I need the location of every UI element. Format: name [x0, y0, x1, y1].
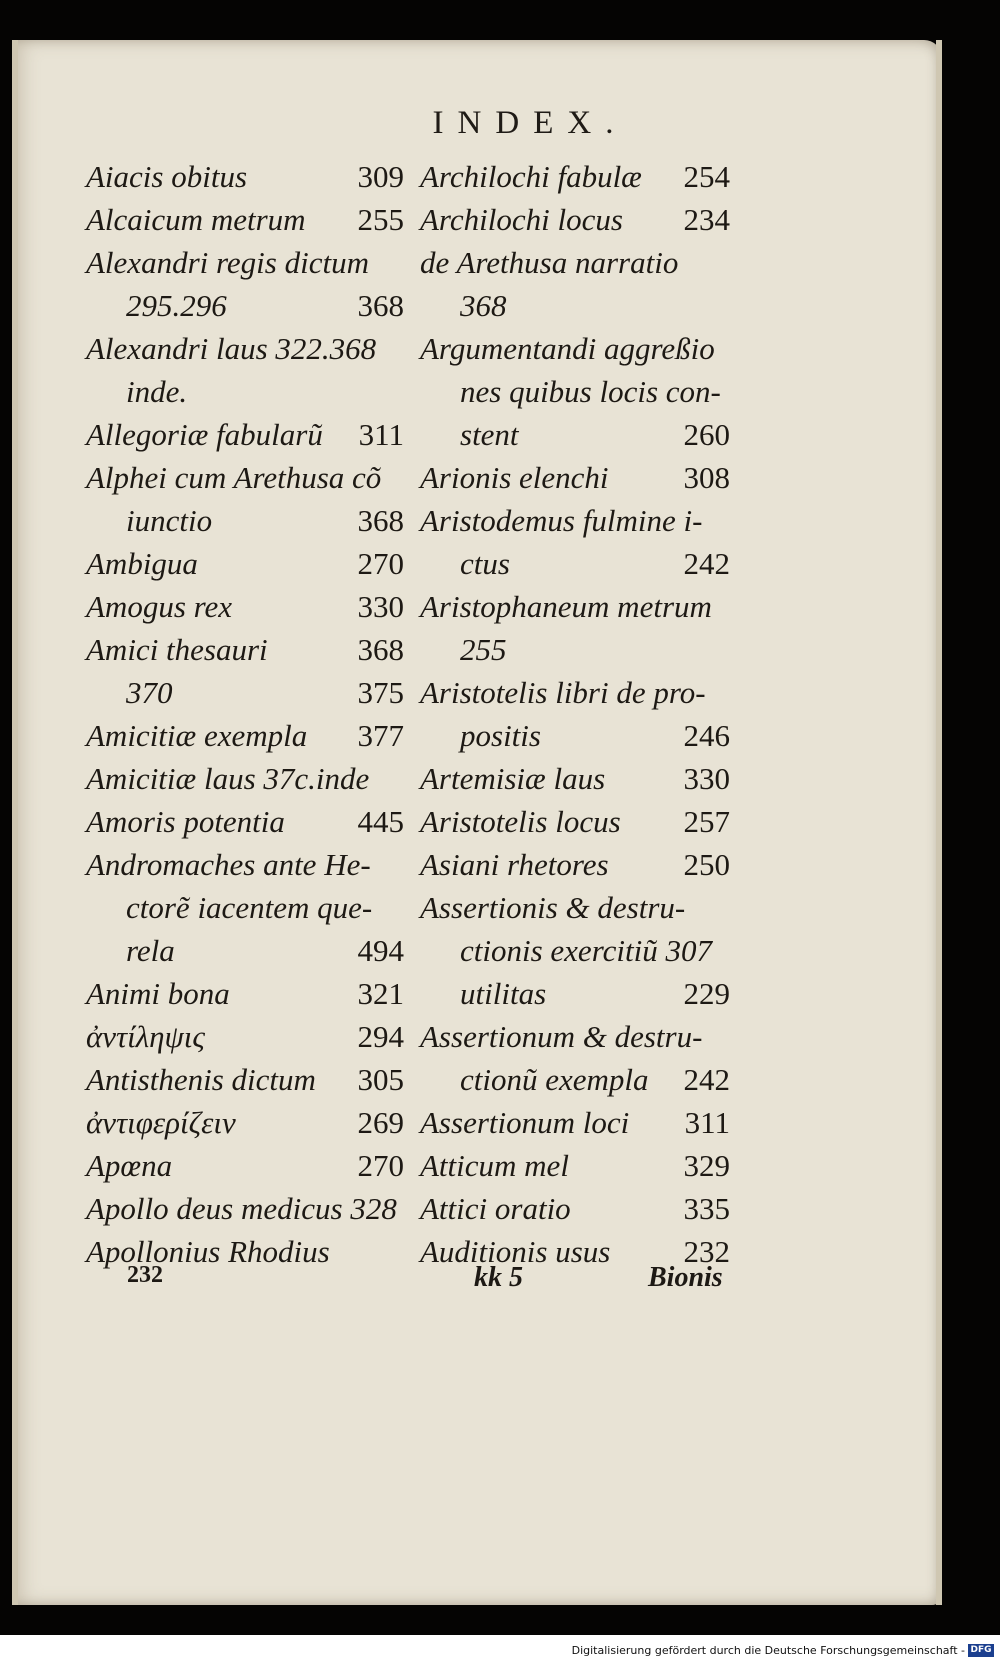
index-entry [86, 413, 404, 456]
digitization-credit: Digitalisierung gefördert durch die Deutsche Forschungsgemeinschaft - [571, 1644, 965, 1657]
index-entry-text: Alexandri regis dictum [86, 245, 369, 280]
index-entry-text: rela [126, 933, 175, 968]
dfg-logo: DFG [968, 1644, 994, 1657]
index-entry-text: ctionũ exempla [460, 1062, 649, 1097]
index-entry-page: 368 [357, 288, 404, 323]
index-entry-page: 375 [357, 675, 404, 710]
index-entry [86, 542, 404, 585]
index-entry-text: Auditionis usus [420, 1234, 611, 1269]
index-entry-page: 335 [683, 1191, 730, 1226]
index-entry [420, 284, 730, 327]
index-entry-text: Amogus rex [86, 589, 233, 624]
index-entry-page: 368 [357, 503, 404, 538]
index-entry-page: 257 [683, 804, 730, 839]
index-entry [420, 1187, 730, 1230]
index-entry-text: Assertionis & destru- [420, 890, 686, 925]
catchword: Bionis [648, 1262, 723, 1293]
index-entry-text: positis [460, 718, 541, 753]
index-entry-page: 311 [684, 1105, 730, 1140]
index-entry-text: ἀντιφερίζειν [86, 1105, 236, 1140]
index-entry-text: Amici thesauri [86, 632, 268, 667]
index-entry-text: Alexandri laus 322.368 [86, 331, 377, 366]
index-entry-page: 330 [683, 761, 730, 796]
index-entry-text: de Arethusa narratio [420, 245, 679, 280]
index-entry-text: ἀντίληψις [86, 1019, 205, 1054]
index-entry [86, 800, 404, 843]
index-entry-page: 255 [357, 202, 404, 237]
index-entry [86, 843, 404, 886]
index-entry [86, 1015, 404, 1058]
running-head: INDEX. [432, 105, 628, 141]
index-entry [420, 327, 730, 370]
index-entry-text: Apollo deus medicus 328 [86, 1191, 397, 1226]
index-entry [86, 155, 404, 198]
index-entry-page: 377 [357, 718, 404, 753]
index-entry [420, 413, 730, 456]
index-entry-page: 368 [357, 632, 404, 667]
index-entry [420, 1144, 730, 1187]
signature-mark: kk 5 [474, 1262, 523, 1293]
index-entry-page: 250 [683, 847, 730, 882]
index-entry [86, 456, 404, 499]
index-entry-text: Amoris potentia [86, 804, 285, 839]
index-entry-text: Aristodemus fulmine i- [420, 503, 703, 538]
index-entry-text: Andromaches ante He- [86, 847, 371, 882]
index-entry-text: iunctio [126, 503, 213, 538]
index-entry-text: Archilochi fabulæ [420, 159, 642, 194]
index-entry-page: 260 [683, 417, 730, 452]
footer-bar [0, 1635, 1000, 1661]
index-entry-page: 254 [683, 159, 730, 194]
index-entry [420, 542, 730, 585]
index-entry-text: Alcaicum metrum [86, 202, 306, 237]
index-entry [86, 886, 404, 929]
index-entry [420, 499, 730, 542]
index-entry [420, 370, 730, 413]
index-entry [420, 155, 730, 198]
index-entry [86, 628, 404, 671]
index-entry [86, 327, 404, 370]
index-entry-text: Aristotelis locus [420, 804, 621, 839]
index-column-left [86, 155, 404, 1273]
index-entry-page: 445 [357, 804, 404, 839]
index-entry-text: Antisthenis dictum [86, 1062, 316, 1097]
index-entry-text: ctus [460, 546, 510, 581]
index-entry-text: inde. [126, 374, 188, 409]
index-entry-text: 368 [460, 288, 507, 323]
index-entry-page: 232 [683, 1234, 730, 1269]
index-entry-page: 330 [357, 589, 404, 624]
index-entry [86, 1187, 404, 1230]
index-entry [86, 585, 404, 628]
index-entry-page: 321 [357, 976, 404, 1011]
catchline-page-number: 232 [127, 1262, 163, 1288]
index-entry [420, 241, 730, 284]
page-edge-right [936, 40, 942, 1605]
index-entry-text: Argumentandi aggreßio [420, 331, 715, 366]
index-entry-text: 295.296 [126, 288, 227, 323]
index-entry-text: Arionis elenchi [420, 460, 609, 495]
index-entry-page: 329 [683, 1148, 730, 1183]
index-entry-text: Apollonius Rhodius [86, 1234, 330, 1269]
index-entry [86, 198, 404, 241]
index-entry-page: 269 [357, 1105, 404, 1140]
index-entry-page: 246 [683, 718, 730, 753]
index-entry-text: Attici oratio [420, 1191, 571, 1226]
index-entry [420, 585, 730, 628]
index-entry-page: 311 [358, 417, 404, 452]
index-entry-page: 229 [683, 976, 730, 1011]
index-entry-page: 242 [683, 1062, 730, 1097]
index-entry-page: 270 [357, 1148, 404, 1183]
index-column-right [420, 155, 730, 1273]
index-entry [86, 241, 404, 284]
index-entry-text: Allegoriæ fabularũ [86, 417, 323, 452]
index-entry-page: 242 [683, 546, 730, 581]
index-entry [86, 284, 404, 327]
index-entry-text: nes quibus locis con- [460, 374, 721, 409]
index-entry-text: 370 [126, 675, 173, 710]
index-entry-text: Assertionum & destru- [420, 1019, 703, 1054]
index-entry-text: Animi bona [86, 976, 230, 1011]
index-entry-text: Asiani rhetores [420, 847, 609, 882]
index-entry-text: 255 [460, 632, 507, 667]
index-entry-page: 234 [683, 202, 730, 237]
index-entry-page: 294 [357, 1019, 404, 1054]
index-entry-page: 309 [357, 159, 404, 194]
index-entry [420, 456, 730, 499]
index-entry-text: Amicitiæ laus 37c.inde [86, 761, 370, 796]
index-entry-text: Alphei cum Arethusa cõ [86, 460, 382, 495]
index-entry-text: Aristotelis libri de pro- [420, 675, 706, 710]
index-entry-text: Apœna [86, 1148, 173, 1183]
index-entry [86, 1058, 404, 1101]
index-entry [420, 198, 730, 241]
index-entry [86, 671, 404, 714]
index-entry-text: stent [460, 417, 519, 452]
index-entry [420, 757, 730, 800]
index-entry [420, 1101, 730, 1144]
index-entry-text: Atticum mel [420, 1148, 569, 1183]
index-entry [420, 843, 730, 886]
index-entry-text: Archilochi locus [420, 202, 623, 237]
index-entry-text: Artemisiæ laus [420, 761, 606, 796]
index-entry-text: ctorẽ iacentem que- [126, 890, 373, 925]
index-entry [86, 757, 404, 800]
index-entry-page: 270 [357, 546, 404, 581]
index-entry-text: Aiacis obitus [86, 159, 248, 194]
index-entry [86, 1144, 404, 1187]
index-entry-text: Ambigua [86, 546, 198, 581]
index-entry [420, 671, 730, 714]
index-entry-text: ctionis exercitiũ 307 [460, 933, 712, 968]
index-entry [86, 714, 404, 757]
index-entry [420, 929, 730, 972]
index-entry-text: Aristophaneum metrum [420, 589, 712, 624]
index-entry-text: Amicitiæ exempla [86, 718, 308, 753]
index-entry [86, 370, 404, 413]
index-entry-text: utilitas [460, 976, 547, 1011]
page-edge-left [12, 40, 18, 1605]
index-entry-page: 305 [357, 1062, 404, 1097]
index-entry [86, 972, 404, 1015]
index-entry-page: 494 [357, 933, 404, 968]
index-entry [420, 714, 730, 757]
index-entry-text: Assertionum loci [420, 1105, 630, 1140]
index-entry [420, 886, 730, 929]
index-entry [86, 929, 404, 972]
index-entry [420, 628, 730, 671]
index-entry [420, 800, 730, 843]
index-entry [420, 1015, 730, 1058]
index-entry [86, 1101, 404, 1144]
index-entry [420, 972, 730, 1015]
index-entry-page: 308 [683, 460, 730, 495]
index-entry [420, 1058, 730, 1101]
index-entry [86, 499, 404, 542]
